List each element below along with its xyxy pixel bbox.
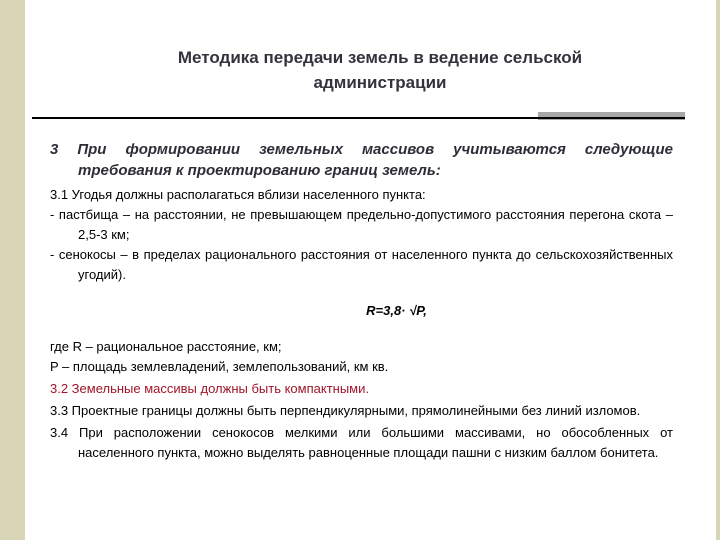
where-p: P – площадь землевладений, землепользований, км кв. [50, 359, 389, 374]
title-line-1: Методика передачи земель в ведение сельской [177, 48, 583, 67]
paragraph-3-3: 3.3 Проектные границы должны быть перпендикулярными, прямолинейными без линий изломов. [50, 403, 641, 418]
title-divider [32, 117, 685, 119]
where-r: где R – рациональное расстояние, км; [50, 339, 282, 354]
right-decorative-bar [716, 0, 720, 540]
paragraph-3-4: 3.4 При расположении сенокосов мелкими или большими массивами, но обособленных от населенного пункта, можно выделять равноценные площади пашни с низким баллом бонитета. [50, 425, 673, 460]
paragraph-hay: - сенокосы – в пределах рационального расстояния от населенного пункта до сельскохозяйственных угодий). [50, 247, 673, 282]
requirement-heading: 3 При формировании земельных массивов учитываются следующие требования к проектированию границ земель: [50, 141, 673, 179]
title-line-2: администрации [313, 73, 447, 92]
slide-body [50, 124, 673, 463]
formula: R=3,8· √P, [366, 303, 427, 318]
paragraph-3-1: 3.1 Угодья должны располагаться вблизи населенного пункта: [50, 187, 426, 202]
paragraph-pasture: - пастбища – на расстоянии, не превышающем предельно-допустимого расстояния перегона скота – 2,5-3 км; [50, 207, 673, 242]
paragraph-3-2: 3.2 Земельные массивы должны быть компактными. [50, 381, 369, 396]
left-decorative-bar [0, 0, 25, 540]
slide-title [120, 45, 640, 95]
